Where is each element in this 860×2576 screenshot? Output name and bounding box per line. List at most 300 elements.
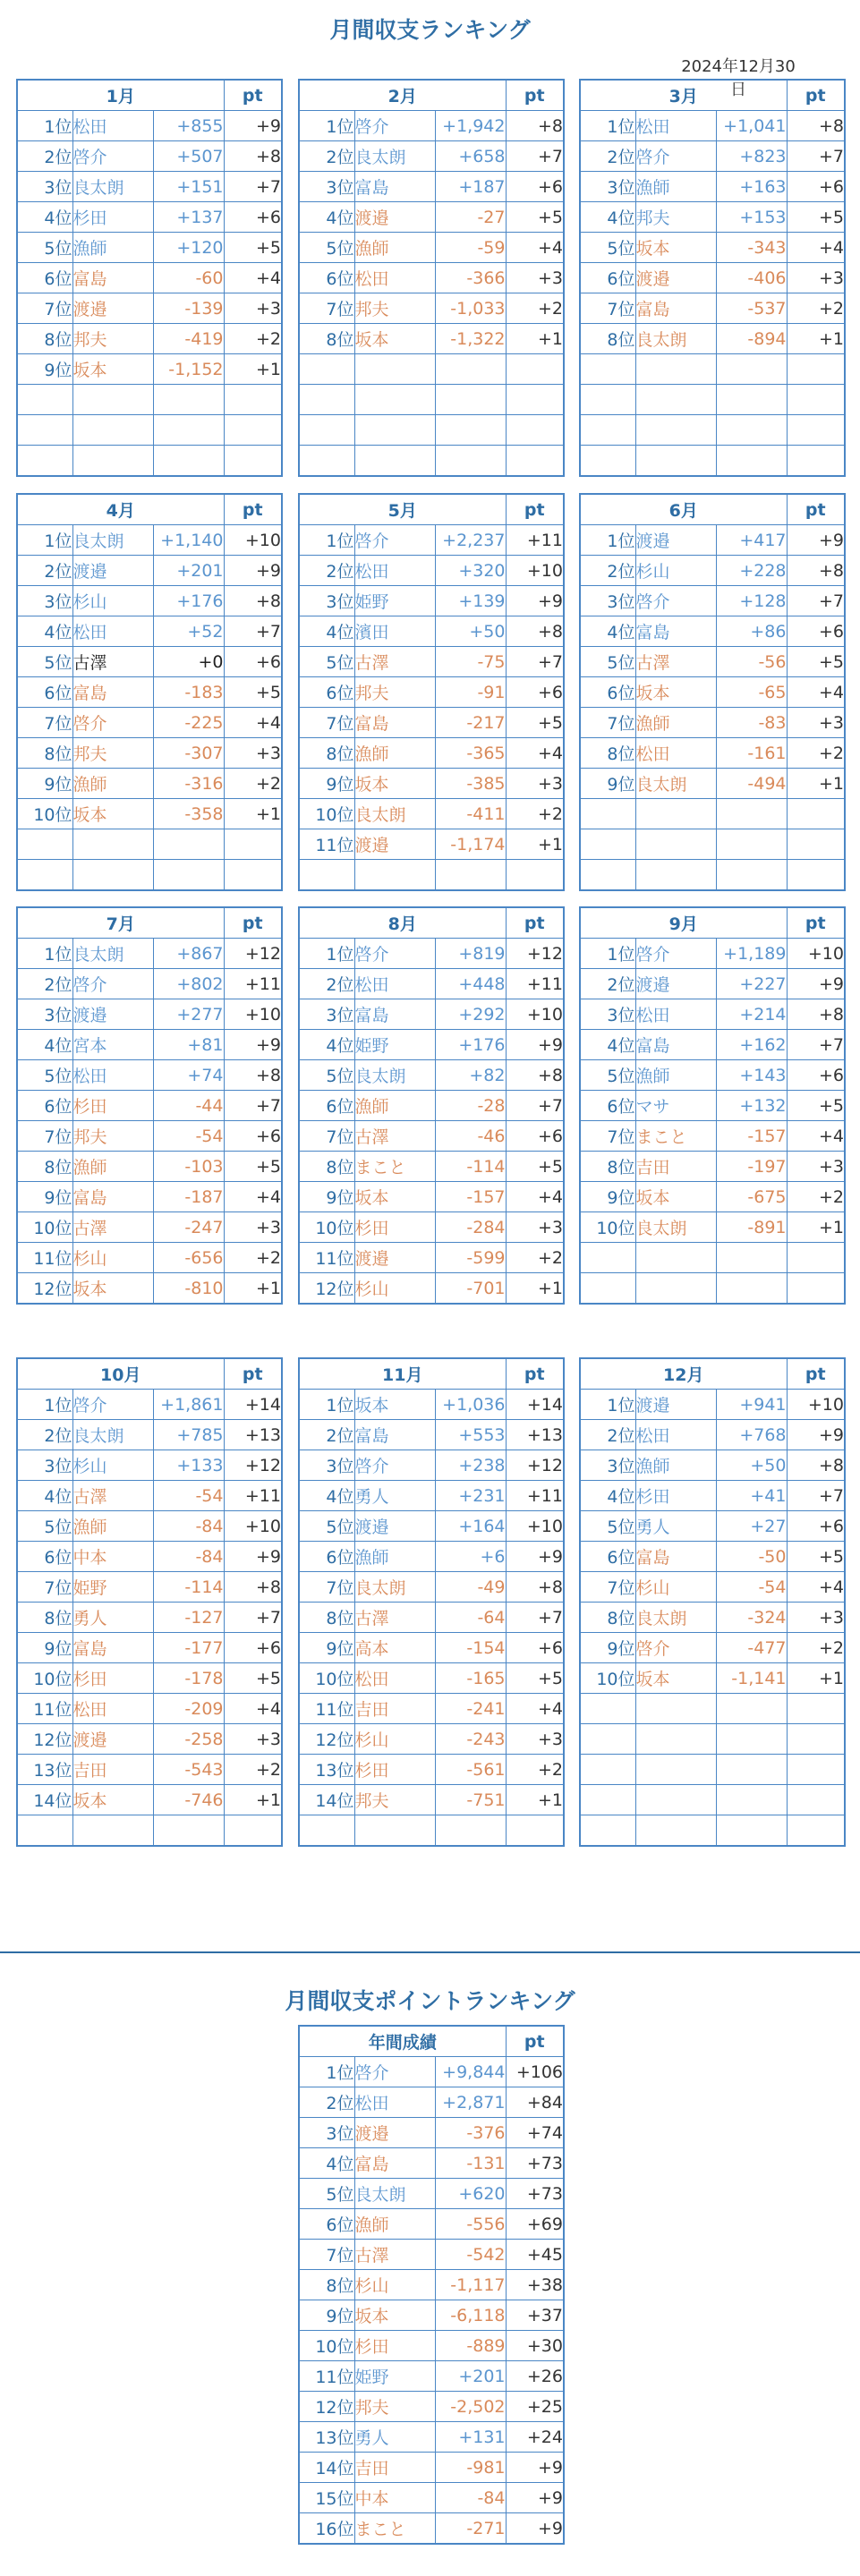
table-row <box>580 1450 845 1481</box>
table-row <box>580 111 845 141</box>
rank-cell: 4位 <box>17 202 72 233</box>
points-cell: +7 <box>506 1603 564 1633</box>
rank-cell <box>580 860 635 891</box>
balance-cell: -258 <box>153 1724 224 1755</box>
table-row <box>580 1152 845 1182</box>
rank-cell: 5位 <box>17 233 72 263</box>
player-name-cell: 吉田 <box>354 2453 435 2483</box>
player-name-cell: 富島 <box>354 2148 435 2179</box>
points-cell: +10 <box>506 556 564 586</box>
rank-cell: 13位 <box>17 1755 72 1785</box>
balance-cell: -411 <box>435 799 506 829</box>
player-name-cell <box>72 446 153 477</box>
player-name-cell: 坂本 <box>354 1182 435 1212</box>
balance-cell: -889 <box>435 2331 506 2361</box>
table-row <box>580 1542 845 1572</box>
rank-cell: 2位 <box>580 1420 635 1450</box>
points-cell: +4 <box>506 1182 564 1212</box>
points-cell <box>506 385 564 415</box>
table-row <box>580 202 845 233</box>
rank-cell: 3位 <box>299 999 354 1030</box>
balance-cell <box>716 1724 787 1755</box>
table-row <box>580 1390 845 1420</box>
points-cell: +25 <box>506 2392 564 2422</box>
table-header-label: 2月 <box>299 80 506 111</box>
points-cell: +1 <box>787 1212 845 1243</box>
points-cell <box>506 860 564 891</box>
player-name-cell: 富島 <box>635 1542 716 1572</box>
player-name-cell: 坂本 <box>72 1785 153 1815</box>
table-header-label: 8月 <box>299 907 506 939</box>
player-name-cell: 坂本 <box>354 2300 435 2331</box>
balance-cell: -56 <box>716 647 787 677</box>
table-row <box>299 354 564 385</box>
rank-cell: 4位 <box>580 202 635 233</box>
player-name-cell: 姫野 <box>354 1030 435 1060</box>
balance-cell: -83 <box>716 708 787 738</box>
table-row <box>17 446 282 477</box>
table-row <box>299 324 564 354</box>
table-row <box>17 1785 282 1815</box>
points-cell <box>787 1724 845 1755</box>
rank-cell: 11位 <box>17 1694 72 1724</box>
balance-cell: -225 <box>153 708 224 738</box>
table-row <box>580 1091 845 1121</box>
player-name-cell: 啓介 <box>354 939 435 969</box>
balance-cell: -60 <box>153 263 224 293</box>
table-row <box>580 354 845 385</box>
player-name-cell: 富島 <box>72 677 153 708</box>
balance-cell: -701 <box>435 1273 506 1305</box>
balance-cell: +867 <box>153 939 224 969</box>
points-cell: +9 <box>787 969 845 999</box>
points-cell: +10 <box>787 1390 845 1420</box>
balance-cell: -406 <box>716 263 787 293</box>
player-name-cell: 渡邉 <box>354 2118 435 2148</box>
balance-cell: +2,237 <box>435 525 506 556</box>
rank-cell: 8位 <box>299 1603 354 1633</box>
rank-cell: 9位 <box>17 1633 72 1663</box>
balance-cell: -177 <box>153 1633 224 1663</box>
balance-cell <box>716 829 787 860</box>
player-name-cell: 松田 <box>354 2087 435 2118</box>
table-row <box>299 293 564 324</box>
rank-cell: 2位 <box>299 141 354 172</box>
rank-cell: 1位 <box>299 525 354 556</box>
balance-cell: +82 <box>435 1060 506 1091</box>
rank-cell: 8位 <box>17 324 72 354</box>
balance-cell: -358 <box>153 799 224 829</box>
month-table-3 <box>579 79 846 477</box>
rank-cell: 1位 <box>17 111 72 141</box>
rank-cell <box>580 1815 635 1847</box>
player-name-cell: 松田 <box>72 111 153 141</box>
points-cell: +12 <box>506 939 564 969</box>
rank-cell: 4位 <box>17 1030 72 1060</box>
player-name-cell <box>635 1785 716 1815</box>
balance-cell: +855 <box>153 111 224 141</box>
balance-cell: +802 <box>153 969 224 999</box>
rank-cell: 10位 <box>299 799 354 829</box>
player-name-cell: 松田 <box>354 263 435 293</box>
table-header-label: 5月 <box>299 494 506 525</box>
rank-cell: 8位 <box>580 1152 635 1182</box>
table-row <box>580 799 845 829</box>
balance-cell: +2,871 <box>435 2087 506 2118</box>
player-name-cell: 姫野 <box>354 2361 435 2392</box>
balance-cell: -1,033 <box>435 293 506 324</box>
balance-cell: +131 <box>435 2422 506 2453</box>
table-row <box>17 1572 282 1603</box>
rank-cell: 6位 <box>580 1542 635 1572</box>
balance-cell: -675 <box>716 1182 787 1212</box>
rank-cell: 7位 <box>580 708 635 738</box>
rank-cell: 3位 <box>299 1450 354 1481</box>
table-header-label: 3月 <box>580 80 787 111</box>
balance-cell: +176 <box>435 1030 506 1060</box>
rank-cell <box>580 415 635 446</box>
points-cell <box>224 385 282 415</box>
points-cell: +1 <box>787 324 845 354</box>
rank-cell: 2位 <box>580 969 635 999</box>
rank-cell: 11位 <box>17 1243 72 1273</box>
rank-cell: 6位 <box>580 263 635 293</box>
points-cell: +7 <box>224 616 282 647</box>
table-row <box>580 616 845 647</box>
table-row <box>299 2148 564 2179</box>
balance-cell <box>435 415 506 446</box>
points-cell: +8 <box>224 1572 282 1603</box>
rank-cell: 7位 <box>299 1121 354 1152</box>
balance-cell: -50 <box>716 1542 787 1572</box>
month-table-2 <box>298 79 565 477</box>
rank-cell: 11位 <box>299 1243 354 1273</box>
rank-cell: 14位 <box>299 1785 354 1815</box>
table-row <box>17 1603 282 1633</box>
player-name-cell: 良太朗 <box>354 2179 435 2209</box>
points-cell: +2 <box>506 1755 564 1785</box>
points-cell: +5 <box>506 1152 564 1182</box>
month-table-6 <box>579 493 846 891</box>
rank-cell: 7位 <box>17 293 72 324</box>
table-row <box>17 1815 282 1847</box>
table-row <box>299 2300 564 2331</box>
player-name-cell: 良太朗 <box>354 1060 435 1091</box>
points-cell: +106 <box>506 2057 564 2087</box>
balance-cell <box>153 829 224 860</box>
points-cell: +10 <box>224 999 282 1030</box>
points-cell: +3 <box>506 263 564 293</box>
points-cell: +45 <box>506 2240 564 2270</box>
rank-cell: 1位 <box>17 525 72 556</box>
points-cell: +5 <box>787 1542 845 1572</box>
balance-cell: -139 <box>153 293 224 324</box>
player-name-cell: 邦夫 <box>72 324 153 354</box>
table-row <box>580 385 845 415</box>
month-table-9 <box>579 906 846 1305</box>
player-name-cell: 富島 <box>635 616 716 647</box>
table-row <box>580 1572 845 1603</box>
rank-cell: 4位 <box>299 616 354 647</box>
table-row <box>299 2422 564 2453</box>
rank-cell <box>17 860 72 891</box>
points-cell: +1 <box>506 1273 564 1305</box>
table-row <box>299 202 564 233</box>
balance-cell: +231 <box>435 1481 506 1511</box>
balance-cell: -316 <box>153 769 224 799</box>
points-cell: +9 <box>506 2513 564 2545</box>
rank-cell: 1位 <box>17 939 72 969</box>
table-row <box>17 141 282 172</box>
points-cell: +3 <box>506 1724 564 1755</box>
points-cell: +7 <box>224 172 282 202</box>
balance-cell: -27 <box>435 202 506 233</box>
player-name-cell: 富島 <box>635 1030 716 1060</box>
points-cell: +6 <box>224 1633 282 1663</box>
player-name-cell <box>72 829 153 860</box>
table-row <box>299 2057 564 2087</box>
balance-cell: +201 <box>153 556 224 586</box>
table-row <box>299 111 564 141</box>
table-row <box>299 1420 564 1450</box>
points-cell: +9 <box>224 1542 282 1572</box>
balance-cell: -307 <box>153 738 224 769</box>
player-name-cell <box>354 446 435 477</box>
player-name-cell: 古澤 <box>354 2240 435 2270</box>
player-name-cell <box>354 1815 435 1847</box>
table-row <box>17 1481 282 1511</box>
balance-cell: -46 <box>435 1121 506 1152</box>
rank-cell: 6位 <box>299 2209 354 2240</box>
table-row <box>580 263 845 293</box>
player-name-cell: 松田 <box>354 969 435 999</box>
player-name-cell: 漁師 <box>72 769 153 799</box>
balance-cell: -209 <box>153 1694 224 1724</box>
player-name-cell: 渡邉 <box>635 1390 716 1420</box>
balance-cell: -751 <box>435 1785 506 1815</box>
player-name-cell: 漁師 <box>635 1450 716 1481</box>
balance-cell: -542 <box>435 2240 506 2270</box>
player-name-cell: 渡邉 <box>72 293 153 324</box>
balance-cell: -75 <box>435 647 506 677</box>
balance-cell <box>716 1815 787 1847</box>
player-name-cell <box>354 415 435 446</box>
player-name-cell: 松田 <box>72 1060 153 1091</box>
balance-cell: -891 <box>716 1212 787 1243</box>
balance-cell: -243 <box>435 1724 506 1755</box>
balance-cell: -1,322 <box>435 324 506 354</box>
player-name-cell: 渡邉 <box>354 1511 435 1542</box>
balance-cell <box>716 354 787 385</box>
points-cell <box>787 860 845 891</box>
table-row <box>580 324 845 354</box>
player-name-cell <box>635 799 716 829</box>
table-row <box>299 616 564 647</box>
rank-cell: 7位 <box>17 708 72 738</box>
player-name-cell: 啓介 <box>72 969 153 999</box>
table-row <box>580 141 845 172</box>
balance-cell: +139 <box>435 586 506 616</box>
points-cell: +5 <box>224 677 282 708</box>
balance-cell <box>153 446 224 477</box>
rank-cell <box>299 354 354 385</box>
balance-cell: +553 <box>435 1420 506 1450</box>
rank-cell <box>580 1273 635 1305</box>
month-table-8 <box>298 906 565 1305</box>
points-cell: +7 <box>787 586 845 616</box>
balance-cell: +292 <box>435 999 506 1030</box>
player-name-cell <box>72 385 153 415</box>
table-header-label: 9月 <box>580 907 787 939</box>
rank-cell: 4位 <box>580 616 635 647</box>
balance-cell: -154 <box>435 1633 506 1663</box>
player-name-cell: 啓介 <box>635 141 716 172</box>
table-row <box>580 586 845 616</box>
rank-cell: 3位 <box>580 172 635 202</box>
rank-cell: 4位 <box>17 1481 72 1511</box>
table-row <box>17 769 282 799</box>
points-cell: +14 <box>506 1390 564 1420</box>
points-cell: +6 <box>787 1060 845 1091</box>
points-cell: +1 <box>787 1663 845 1694</box>
balance-cell: +201 <box>435 2361 506 2392</box>
balance-cell: -2,502 <box>435 2392 506 2422</box>
table-header-pt: pt <box>224 80 282 111</box>
points-cell: +7 <box>506 647 564 677</box>
rank-cell: 3位 <box>17 1450 72 1481</box>
table-row <box>299 1815 564 1847</box>
player-name-cell: 坂本 <box>635 1182 716 1212</box>
player-name-cell: 坂本 <box>354 324 435 354</box>
player-name-cell: 渡邉 <box>72 1724 153 1755</box>
table-row <box>17 586 282 616</box>
rank-cell: 10位 <box>17 1663 72 1694</box>
table-row <box>299 1060 564 1091</box>
balance-cell <box>716 446 787 477</box>
player-name-cell: 姫野 <box>354 586 435 616</box>
points-cell: +8 <box>787 556 845 586</box>
rank-cell: 6位 <box>299 1091 354 1121</box>
table-row <box>299 1273 564 1305</box>
player-name-cell: まこと <box>354 2513 435 2545</box>
table-row <box>580 999 845 1030</box>
balance-cell: -477 <box>716 1633 787 1663</box>
rank-cell: 7位 <box>580 1121 635 1152</box>
player-name-cell: まこと <box>635 1121 716 1152</box>
table-row <box>299 799 564 829</box>
balance-cell: +214 <box>716 999 787 1030</box>
table-row <box>580 939 845 969</box>
balance-cell: +86 <box>716 616 787 647</box>
table-row <box>17 111 282 141</box>
table-row <box>17 999 282 1030</box>
balance-cell: +227 <box>716 969 787 999</box>
balance-cell: -1,152 <box>153 354 224 385</box>
player-name-cell: 啓介 <box>354 111 435 141</box>
table-header-label: 7月 <box>17 907 224 939</box>
balance-cell: +277 <box>153 999 224 1030</box>
rank-cell: 3位 <box>299 586 354 616</box>
rank-cell: 4位 <box>299 2148 354 2179</box>
table-row <box>580 1663 845 1694</box>
rank-cell: 7位 <box>299 1572 354 1603</box>
player-name-cell: 良太朗 <box>635 1603 716 1633</box>
points-cell: +2 <box>224 1243 282 1273</box>
table-row <box>580 1121 845 1152</box>
balance-cell <box>435 1815 506 1847</box>
table-row <box>580 1633 845 1663</box>
points-cell <box>224 829 282 860</box>
rank-cell <box>580 354 635 385</box>
table-row <box>580 1481 845 1511</box>
points-cell: +26 <box>506 2361 564 2392</box>
rank-cell: 8位 <box>17 1603 72 1633</box>
points-cell: +3 <box>224 1212 282 1243</box>
table-row <box>17 1450 282 1481</box>
player-name-cell: 啓介 <box>635 939 716 969</box>
report-date: 2024年12月30日 <box>681 57 796 99</box>
points-cell: +74 <box>506 2118 564 2148</box>
rank-cell <box>17 446 72 477</box>
points-cell: +8 <box>506 1060 564 1091</box>
table-row <box>580 556 845 586</box>
points-cell: +3 <box>224 293 282 324</box>
balance-cell: -981 <box>435 2453 506 2483</box>
rank-cell: 8位 <box>299 2270 354 2300</box>
balance-cell: -178 <box>153 1663 224 1694</box>
table-row <box>299 1121 564 1152</box>
table-row <box>580 769 845 799</box>
player-name-cell: 富島 <box>354 1420 435 1450</box>
player-name-cell: 渡邉 <box>354 1243 435 1273</box>
balance-cell: +41 <box>716 1481 787 1511</box>
table-header-pt: pt <box>787 907 845 939</box>
table-row <box>580 525 845 556</box>
balance-cell: -49 <box>435 1572 506 1603</box>
table-row <box>299 586 564 616</box>
table-row <box>17 860 282 891</box>
balance-cell: -65 <box>716 677 787 708</box>
points-cell: +2 <box>224 1755 282 1785</box>
table-row <box>17 708 282 738</box>
rank-cell <box>580 799 635 829</box>
player-name-cell: 渡邉 <box>72 999 153 1030</box>
table-row <box>299 1785 564 1815</box>
player-name-cell: 吉田 <box>635 1152 716 1182</box>
balance-cell: -217 <box>435 708 506 738</box>
table-row <box>580 1724 845 1755</box>
table-row <box>299 385 564 415</box>
rank-cell: 6位 <box>17 263 72 293</box>
balance-cell: -103 <box>153 1152 224 1182</box>
table-row <box>299 446 564 477</box>
balance-cell <box>435 354 506 385</box>
table-row <box>17 233 282 263</box>
balance-cell: +823 <box>716 141 787 172</box>
rank-cell: 11位 <box>299 2361 354 2392</box>
table-row <box>17 324 282 354</box>
rank-cell: 6位 <box>299 677 354 708</box>
table-row <box>299 1212 564 1243</box>
points-cell: +4 <box>787 1572 845 1603</box>
points-cell: +7 <box>506 1091 564 1121</box>
balance-cell: -127 <box>153 1603 224 1633</box>
points-cell: +7 <box>787 1481 845 1511</box>
table-row <box>580 969 845 999</box>
balance-cell <box>435 385 506 415</box>
player-name-cell: 杉田 <box>354 2331 435 2361</box>
balance-cell: -28 <box>435 1091 506 1121</box>
